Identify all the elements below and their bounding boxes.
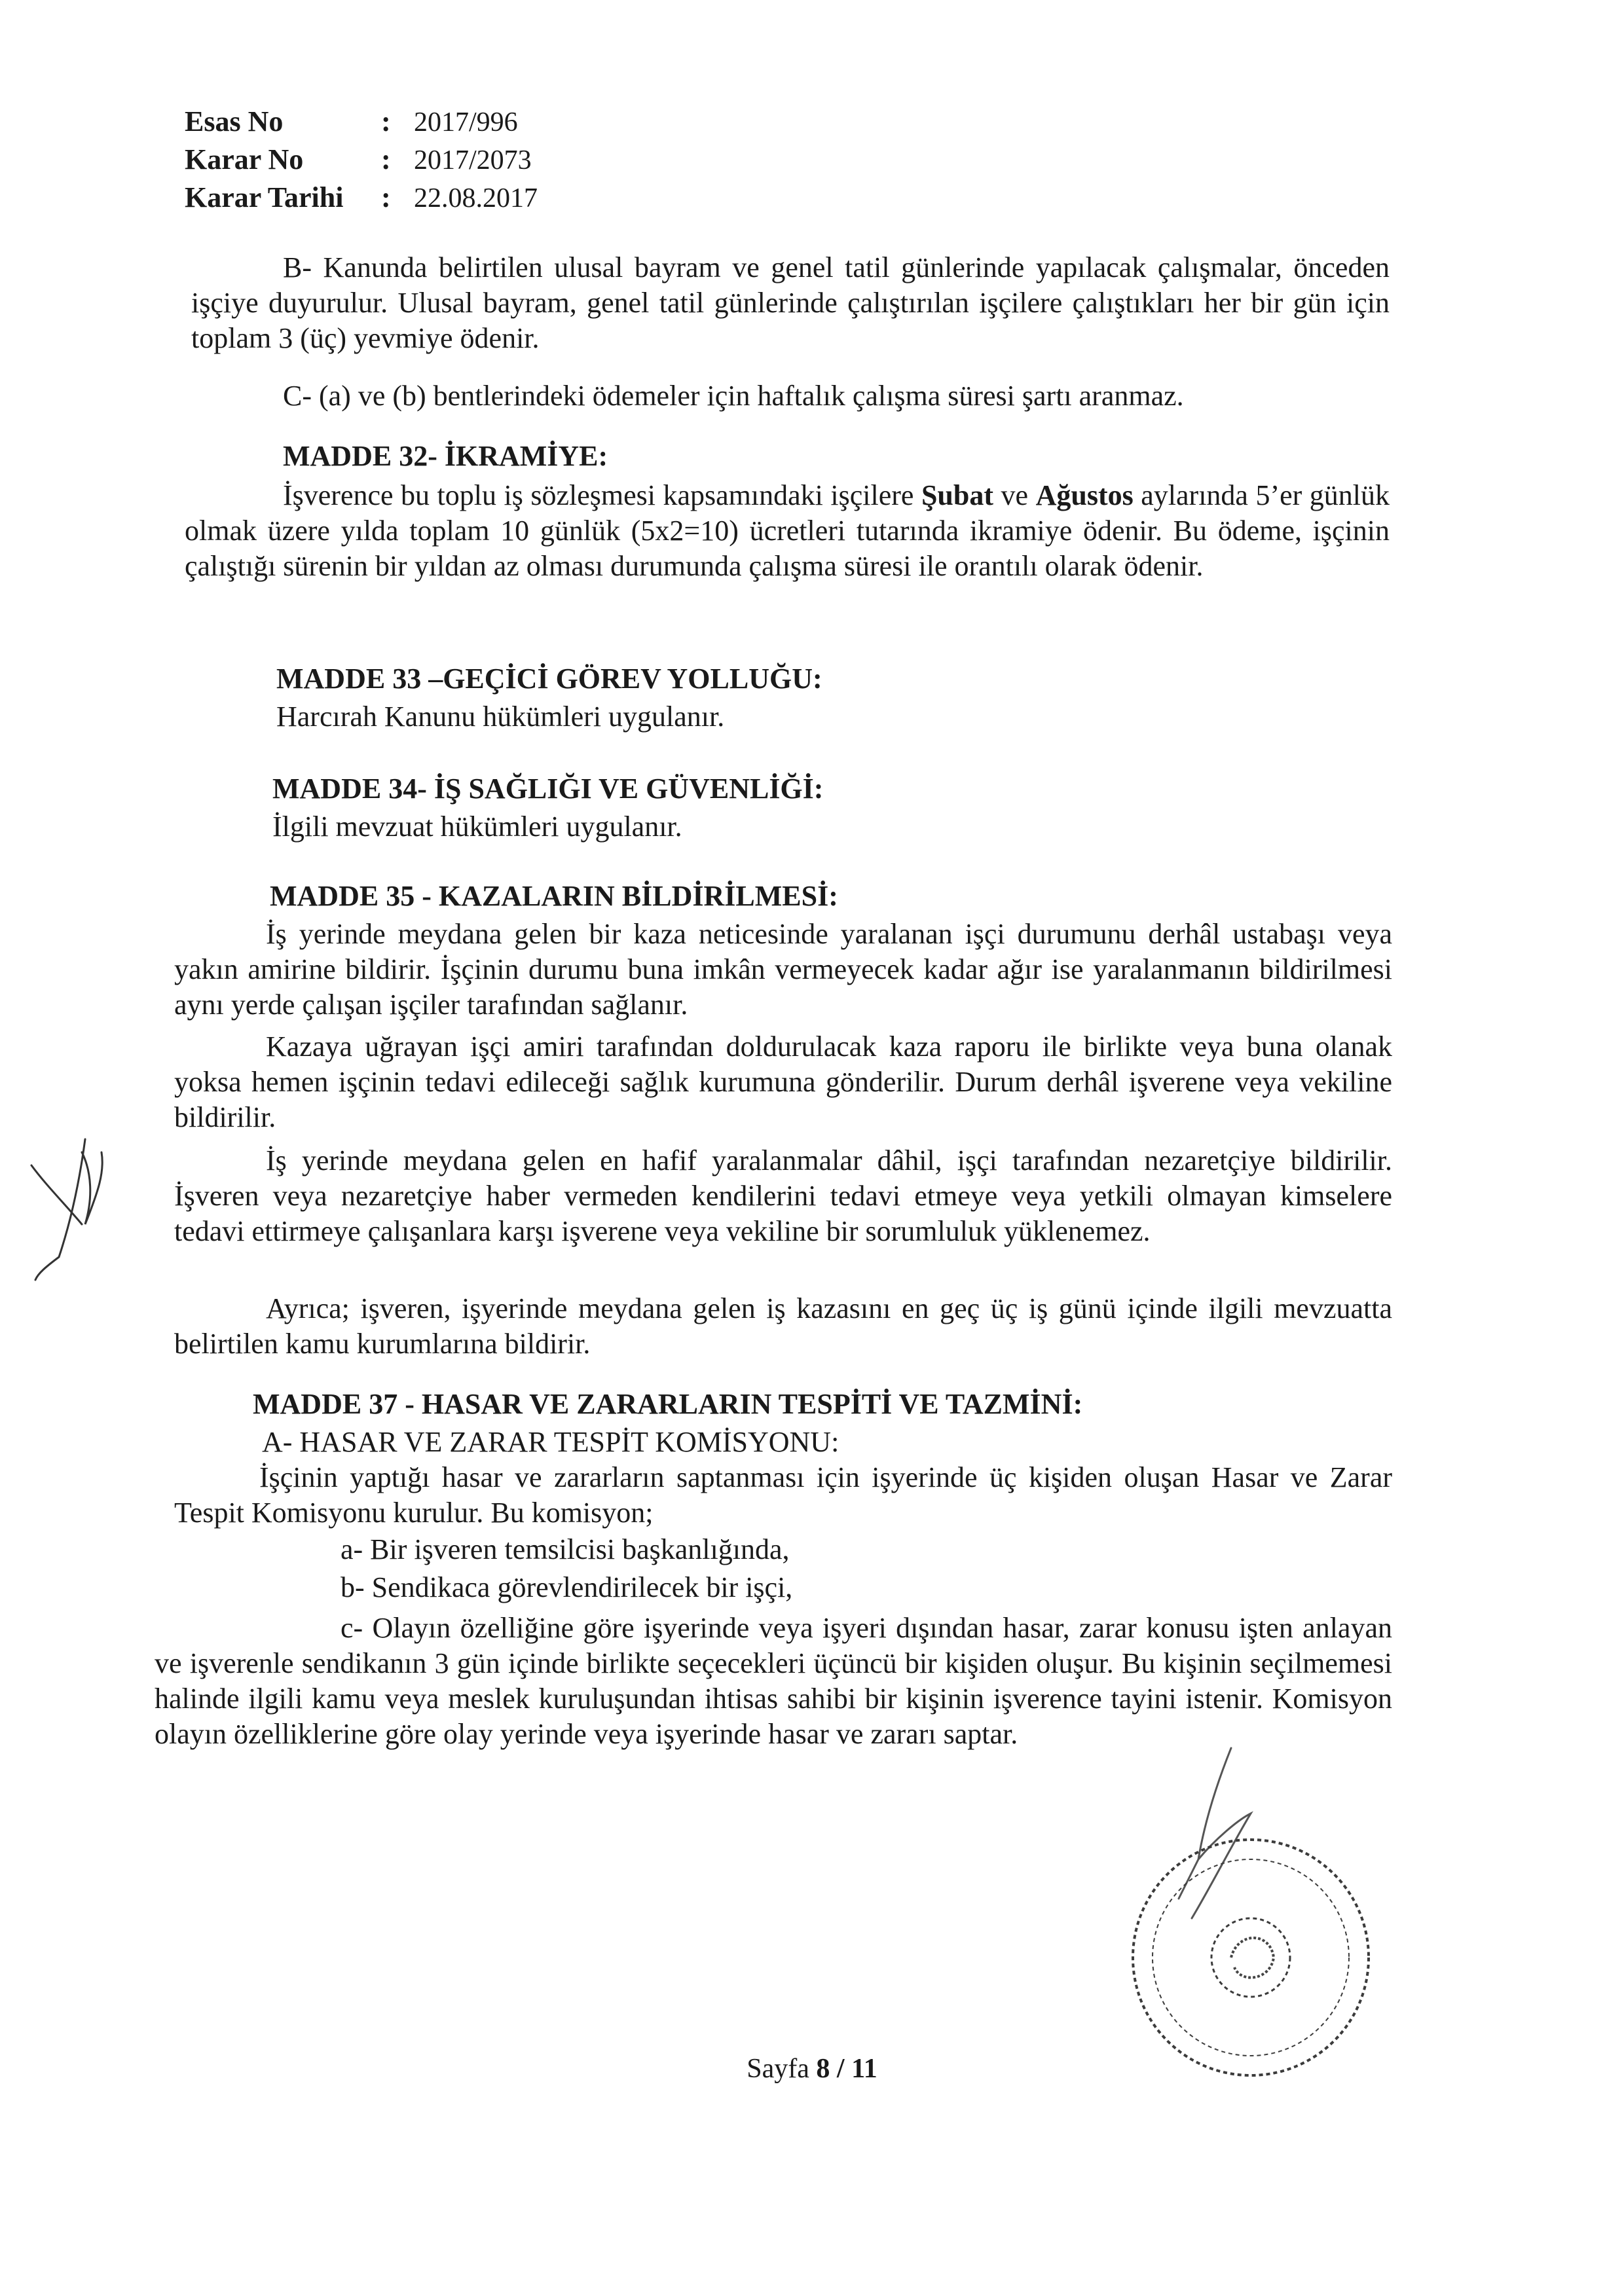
madde-35-p4: Ayrıca; işveren, işyerinde meydana gelen iş kazasını en geç üç iş günü içinde ilgili mevzuatta belirtilen kamu kurumlarına bildirir. (174, 1292, 1392, 1360)
madde-37-p1: İşçinin yaptığı hasar ve zararların saptanması için işyerinde üç kişiden oluşan Hasar ve Zarar Tespit Komisyonu kurulur. Bu komisyon; (174, 1461, 1392, 1529)
karar-tarihi-row: Karar Tarihi : 22.08.2017 (185, 181, 538, 215)
karar-no-row: Karar No : 2017/2073 (185, 143, 532, 177)
madde-37-item-c: c- Olayın özelliğine göre işyerinde veya işyeri dışından hasar, zarar konusu işten anlayan ve işverenle sendikanın 3 gün içinde birlikte seçecekleri üçüncü bir kişiden oluşur. Bu kişinin seçilmemesi halinde ilgili kamu veya meslek kuruluşundan ihtisas sahibi bir kişinin işverence tayini istenir. Komisyon olayın özelliklerine göre olay yerinde veya işyerinde hasar ve zararı saptar. (155, 1612, 1392, 1750)
page-number: Sayfa 8 / 11 (747, 2054, 877, 2084)
madde-33-text: Harcırah Kanunu hükümleri uygulanır. (276, 701, 725, 733)
karar-tarihi-label: Karar Tarihi (185, 181, 344, 213)
madde-33-title: MADDE 33 –GEÇİCİ GÖREV YOLLUĞU: (276, 663, 822, 695)
karar-no-label: Karar No (185, 143, 304, 175)
madde-35-p1: İş yerinde meydana gelen bir kaza neticesinde yaralanan işçi durumunu derhâl ustabaşı veya yakın amirine bildirir. İşçinin durumu buna imkân vermeyecek kadar ağır ise yaralanmanın bildirilmesi aynı yerde çalışan işçiler tarafından sağlanır. (174, 918, 1392, 1021)
madde-34-title: MADDE 34- İŞ SAĞLIĞI VE GÜVENLİĞİ: (272, 773, 824, 805)
initials-signature (20, 1126, 124, 1283)
paragraph-b: B- Kanunda belirtilen ulusal bayram ve genel tatil günlerinde yapılacak çalışmalar, önceden işçiye duyurulur. Ulusal bayram, genel tatil günlerinde çalıştırılan işçilere çalıştıkları her bir gün için toplam 3 (üç) yevmiye ödenir. (191, 251, 1390, 354)
paragraph-c: C- (a) ve (b) bentlerindeki ödemeler için haftalık çalışma süresi şartı aranmaz. (283, 380, 1184, 412)
subat-bold: Şubat (921, 479, 994, 511)
madde-34-text: İlgili mevzuat hükümleri uygulanır. (272, 811, 682, 843)
madde-37-item-a: a- Bir işveren temsilcisi başkanlığında, (341, 1533, 790, 1565)
madde-35-p2: Kazaya uğrayan işçi amiri tarafından doldurulacak kaza raporu ile birlikte veya buna olanak yoksa hemen işçinin tedavi edileceği sağlık kurumuna gönderilir. Durum derhâl işverene veya vekiline bildirilir. (174, 1030, 1392, 1133)
madde-32-text: İşverence bu toplu iş sözleşmesi kapsamındaki işçilere Şubat ve Ağustos aylarında 5’er günlük olmak üzere yılda toplam 10 günlük (5x2=10) ücretleri tutarında ikramiye ödenir. Bu ödeme, işçinin çalıştığı sürenin bir yıldan az olması durumunda çalışma süresi ile orantılı olarak ödenir. (185, 479, 1390, 582)
esas-no-row: Esas No : 2017/996 (185, 105, 518, 139)
karar-no-value: 2017/2073 (414, 145, 532, 175)
madde-37-item-b: b- Sendikaca görevlendirilecek bir işçi, (341, 1571, 793, 1603)
madde-32-title: MADDE 32- İKRAMİYE: (283, 440, 608, 472)
madde-37-subtitle: A- HASAR VE ZARAR TESPİT KOMİSYONU: (262, 1426, 840, 1458)
esas-no-label: Esas No (185, 105, 284, 137)
agustos-bold: Ağustos (1035, 479, 1134, 511)
madde-35-p3: İş yerinde meydana gelen en hafif yaralanmalar dâhil, işçi tarafından nezaretçiye bildirilir. İşveren veya nezaretçiye haber vermeden kendilerini tedavi etmeye veya yetkili olmayan kimselere tedavi ettirmeye çalışanlara karşı işverene veya vekiline bir sorumluluk yüklenemez. (174, 1144, 1392, 1247)
madde-35-title: MADDE 35 - KAZALARIN BİLDİRİLMESİ: (270, 880, 838, 912)
madde-37-title: MADDE 37 - HASAR VE ZARARLARIN TESPİTİ VE TAZMİNİ: (253, 1388, 1083, 1420)
esas-no-value: 2017/996 (414, 107, 518, 137)
karar-tarihi-value: 22.08.2017 (414, 183, 538, 213)
